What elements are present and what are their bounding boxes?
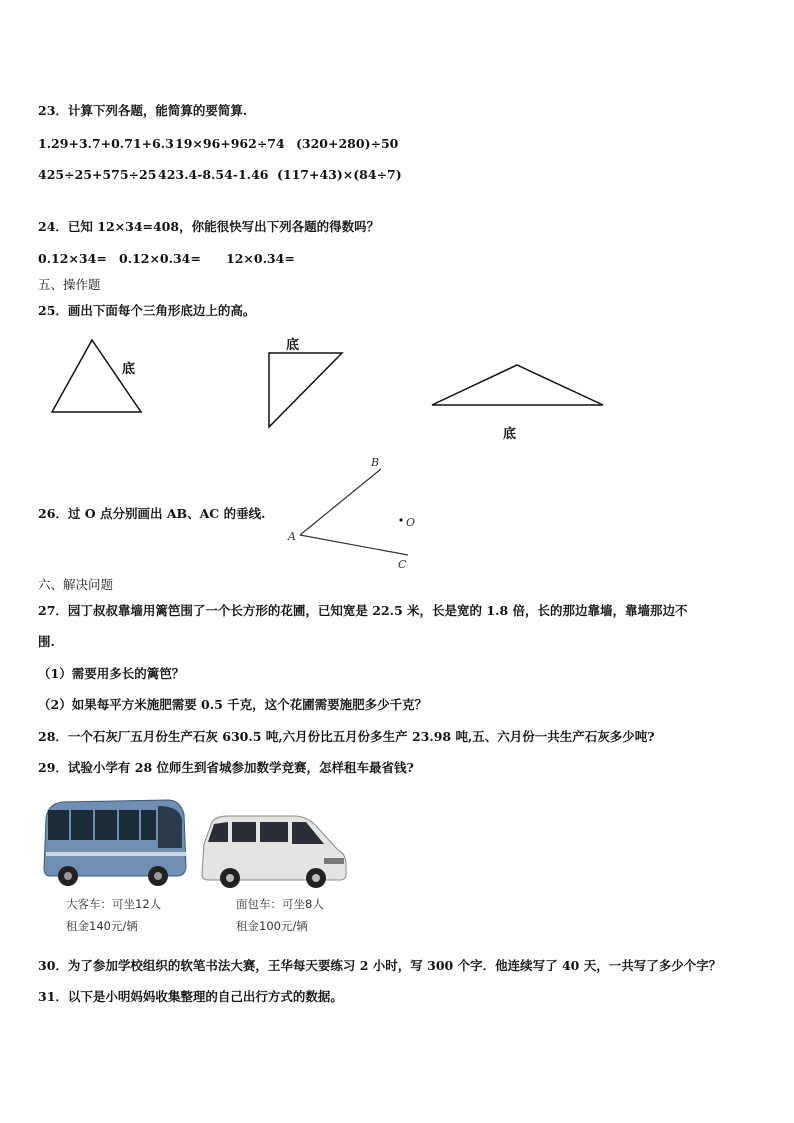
q23-expr-4: 425÷25+575÷25 [38, 167, 157, 182]
triangle-2 [269, 353, 342, 427]
triangle-1-base-label: 底 [122, 362, 136, 377]
triangle-3-base-label: 底 [503, 427, 517, 442]
label-b: B [371, 456, 380, 469]
q24-title: 24．已知 12×34=408，你能很快写出下列各题的得数吗？ [38, 219, 380, 234]
q29-title: 29．试验小学有 28 位师生到省城参加数学竞赛，怎样租车最省钱? [38, 760, 414, 775]
van-rent-caption: 租金100元/辆 [236, 919, 308, 933]
q25-title: 25．画出下面每个三角形底边上的高。 [38, 303, 256, 318]
q27-line-2: 围. [38, 634, 55, 649]
q23-expr-2: 19×96+962÷74 [175, 136, 285, 151]
bus-image [40, 796, 190, 892]
q27-sub-2: （2）如果每平方米施肥需要 0.5 千克，这个花圃需要施肥多少千克？ [38, 697, 428, 712]
van-capacity-caption: 面包车：可坐8人 [236, 897, 324, 911]
q26-angle-figure [280, 452, 420, 577]
triangle-2-base-label: 底 [286, 338, 300, 353]
q30-text: 30．为了参加学校组织的软笔书法大赛，王华每天要练习 2 小时，写 300 个字．他连续写了 40 天，一共写了多少个字？ [38, 958, 722, 973]
q26-title: 26．过 O 点分别画出 AB、AC 的垂线. [38, 506, 266, 521]
q23-expr-6: (117+43)×(84÷7) [277, 167, 402, 182]
ray-ab [300, 469, 381, 535]
point-o [399, 518, 402, 521]
q24-item-1: 0.12×34= [38, 251, 107, 266]
triangle-3 [432, 365, 603, 405]
label-o: O [406, 516, 416, 529]
section-5-heading: 五、操作题 [38, 277, 101, 292]
van-image [198, 810, 350, 892]
section-6-heading: 六、解决问题 [38, 577, 114, 592]
q27-line-1: 27．园丁叔叔靠墙用篱笆围了一个长方形的花圃，已知宽是 22.5 米，长是宽的 1.8 倍，长的那边靠墙，靠墙那边不 [38, 603, 688, 618]
q28-text: 28．一个石灰厂五月份生产石灰 630.5 吨,六月份比五月份多生产 23.98 吨,五、六月份一共生产石灰多少吨? [38, 729, 655, 744]
q25-triangles-figure [40, 330, 620, 450]
q24-item-3: 12×0.34= [226, 251, 295, 266]
q27-sub-1: （1）需要用多长的篱笆？ [38, 666, 185, 681]
q23-expr-1: 1.29+3.7+0.71+6.3 [38, 136, 174, 151]
q24-item-2: 0.12×0.34= [119, 251, 201, 266]
q23-expr-3: (320+280)÷50 [296, 136, 399, 151]
label-a: A [288, 530, 296, 543]
q23-expr-5: 423.4-8.54-1.46 [158, 167, 269, 182]
bus-capacity-caption: 大客车：可坐12人 [66, 897, 162, 911]
q31-text: 31．以下是小明妈妈收集整理的自己出行方式的数据。 [38, 989, 343, 1004]
q23-title: 23．计算下列各题，能简算的要简算. [38, 103, 248, 118]
label-c: C [398, 558, 407, 571]
ray-ac [300, 535, 408, 555]
bus-rent-caption: 租金140元/辆 [66, 919, 138, 933]
